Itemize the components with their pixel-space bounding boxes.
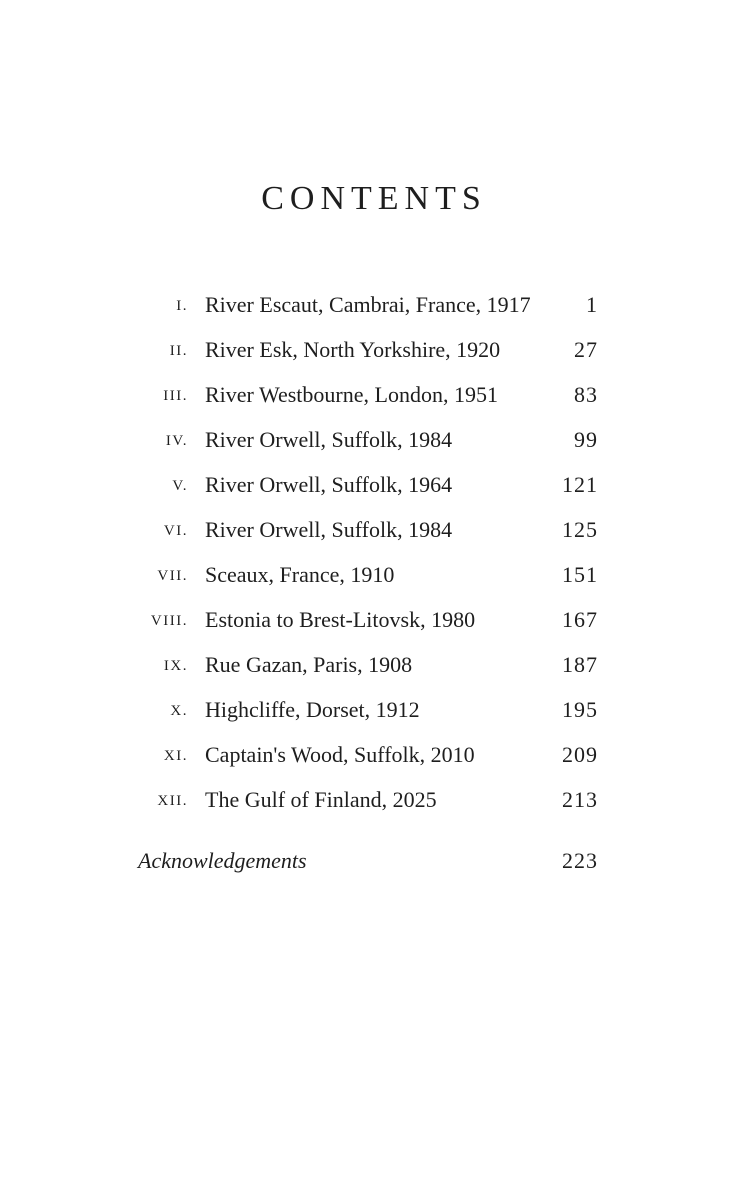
page-number: 121 <box>562 472 598 497</box>
toc-entry[interactable] <box>0 552 748 597</box>
page-number: 223 <box>562 848 598 873</box>
chapter-numeral: V. <box>172 478 188 494</box>
chapter-title: Captain's Wood, Suffolk, 2010 <box>205 742 475 767</box>
chapter-title: Sceaux, France, 1910 <box>205 562 395 587</box>
page-number: 27 <box>574 337 598 362</box>
chapter-numeral: IX. <box>163 658 188 674</box>
chapter-numeral: X. <box>170 703 188 719</box>
chapter-title: River Orwell, Suffolk, 1964 <box>205 472 453 497</box>
chapter-title: Highcliffe, Dorset, 1912 <box>205 697 420 722</box>
chapter-numeral: VI. <box>163 523 188 539</box>
toc-entry[interactable] <box>0 462 748 507</box>
toc-entry[interactable] <box>0 642 748 687</box>
page-title: CONTENTS <box>261 180 487 217</box>
chapter-title: Estonia to Brest-Litovsk, 1980 <box>205 607 476 632</box>
toc-entry[interactable] <box>0 777 748 822</box>
chapter-numeral: III. <box>163 388 188 404</box>
chapter-numeral: VII. <box>157 568 188 584</box>
page-number: 187 <box>562 652 598 677</box>
chapter-title: River Escaut, Cambrai, France, 1917 <box>205 292 531 317</box>
toc-entry[interactable] <box>0 417 748 462</box>
chapter-numeral: VIII. <box>150 613 188 629</box>
chapter-title: River Orwell, Suffolk, 1984 <box>205 517 453 542</box>
page-number: 195 <box>562 697 598 722</box>
toc-entry[interactable] <box>0 687 748 732</box>
page-number: 99 <box>574 427 598 452</box>
chapter-title: Rue Gazan, Paris, 1908 <box>205 652 413 677</box>
page-number: 151 <box>562 562 598 587</box>
chapter-numeral: XI. <box>163 748 188 764</box>
toc-entry[interactable] <box>0 597 748 642</box>
toc-entry[interactable] <box>0 282 748 327</box>
page-number: 213 <box>562 787 598 812</box>
page-number: 167 <box>562 607 598 632</box>
page-number: 83 <box>574 382 598 407</box>
page-number: 125 <box>562 517 598 542</box>
toc-entry[interactable] <box>0 507 748 552</box>
toc-entry[interactable] <box>0 327 748 372</box>
toc-entry-acknowledgements[interactable] <box>0 838 748 883</box>
toc-entry[interactable] <box>0 372 748 417</box>
toc-entry[interactable] <box>0 732 748 777</box>
page-number: 209 <box>562 742 598 767</box>
chapter-numeral: II. <box>169 343 188 359</box>
acknowledgements-title: Acknowledgements <box>138 848 307 873</box>
chapter-numeral: XII. <box>157 793 188 809</box>
chapter-numeral: IV. <box>165 433 188 449</box>
chapter-title: River Esk, North Yorkshire, 1920 <box>205 337 501 362</box>
chapter-numeral: I. <box>176 298 188 314</box>
chapter-title: River Westbourne, London, 1951 <box>205 382 498 407</box>
page-number: 1 <box>586 292 598 317</box>
chapter-title: River Orwell, Suffolk, 1984 <box>205 427 453 452</box>
table-of-contents <box>0 282 748 822</box>
chapter-title: The Gulf of Finland, 2025 <box>205 787 437 812</box>
